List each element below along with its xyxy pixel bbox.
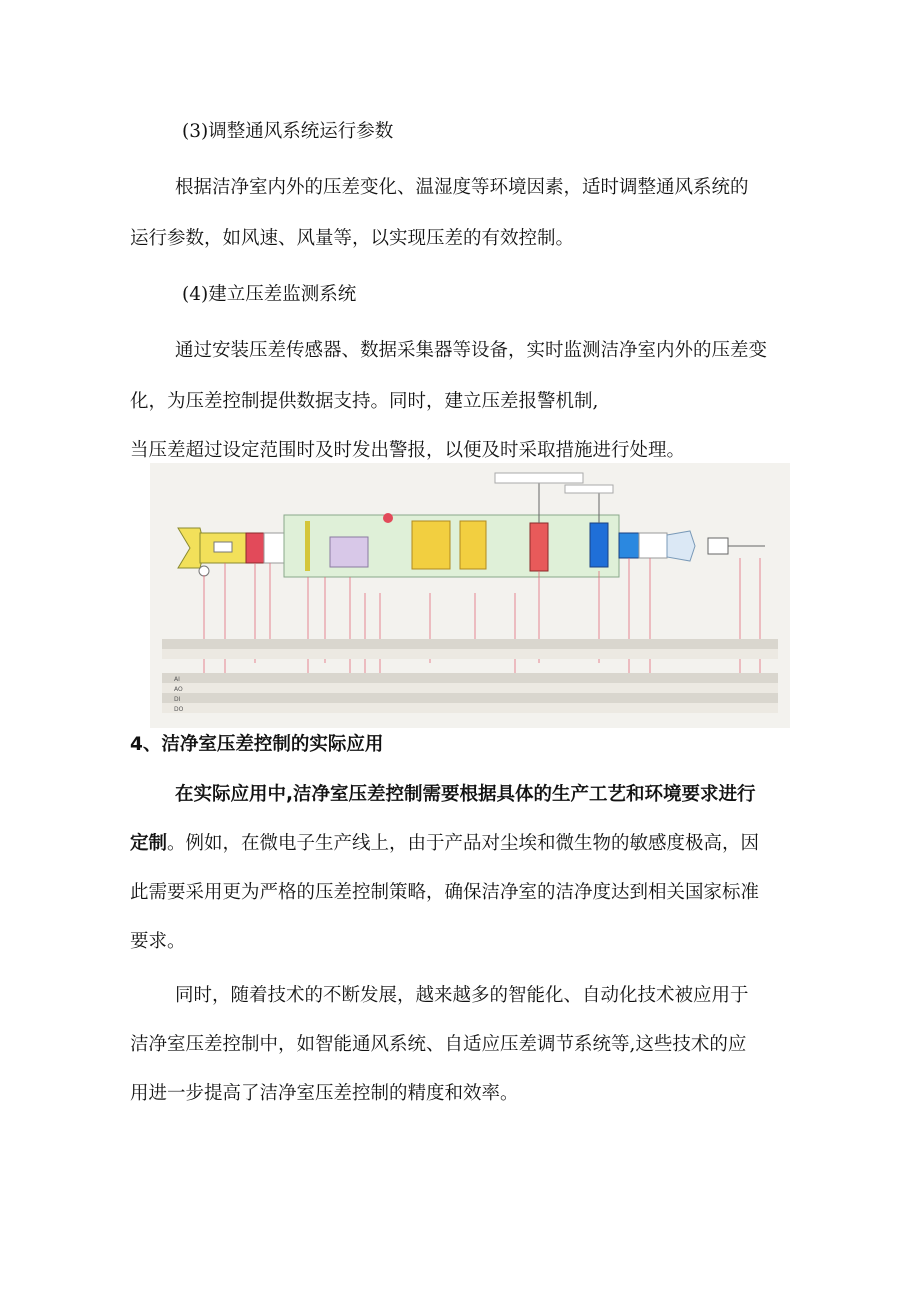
paragraph-line: 化，为压差控制提供数据支持。同时，建立压差报警机制, [130, 391, 599, 412]
hvac-schematic-figure [150, 463, 790, 728]
bold-word: 定制 [130, 833, 168, 854]
high-filter [460, 521, 486, 569]
paragraph-line: 当压差超过设定范围时及时发出警报，以便及时采取措施进行处理。 [130, 440, 686, 461]
heating-coil [530, 523, 548, 571]
sensor-dot [199, 566, 209, 576]
row-label: DI [174, 696, 181, 703]
humidifier [639, 533, 667, 558]
paragraph-line [130, 833, 759, 855]
terminal-box [708, 538, 728, 554]
sensor-dot [383, 513, 393, 523]
row-label: AI [174, 676, 180, 683]
bag-filter [412, 521, 450, 569]
table-row [162, 673, 778, 683]
prefilter-bar [305, 521, 310, 571]
table-row [162, 649, 778, 659]
paragraph-line: 同时，随着技术的不断发展，越来越多的智能化、自动化技术被应用于 [175, 985, 749, 1006]
io-table [162, 639, 778, 713]
section-4-application-heading: 4、洁净室压差控制的实际应用 [130, 734, 384, 755]
hvac-schematic-svg [150, 463, 790, 728]
table-row [162, 683, 778, 693]
supply-fan [619, 533, 639, 558]
paragraph-line: 洁净室压差控制中，如智能通风系统、自适应压差调节系统等,这些技术的应 [130, 1034, 747, 1055]
filter-section [246, 533, 264, 563]
paragraph-line: 用进一步提高了洁净室压差控制的精度和效率。 [130, 1083, 519, 1104]
mix-section [264, 533, 284, 563]
pipe-header [565, 485, 613, 493]
table-row [162, 639, 778, 649]
pipe-header [495, 473, 583, 483]
section-4-heading: (4)建立压差监测系统 [182, 284, 357, 305]
row-label: DO [174, 706, 184, 713]
paragraph-line: 此需要采用更为严格的压差控制策略，确保洁净室的洁净度达到相关国家标准 [130, 882, 760, 903]
cooling-coil [590, 523, 608, 567]
paragraph-line: 根据洁净室内外的压差变化、温湿度等环境因素，适时调整通风系统的 [175, 177, 749, 198]
damper-icon [214, 542, 232, 552]
paragraph-line: 运行参数，如风速、风量等，以实现压差的有效控制。 [130, 228, 575, 249]
paragraph-line: 要求。 [130, 931, 186, 952]
row-label: AO [174, 686, 183, 693]
line-rest: 。例如，在微电子生产线上，由于产品对尘埃和微生物的敏感度极高，因 [167, 833, 760, 854]
table-row [162, 703, 778, 713]
section-3-heading: (3)调整通风系统运行参数 [182, 121, 394, 142]
fan-motor [330, 537, 368, 567]
paragraph-line-bold: 在实际应用中,洁净室压差控制需要根据具体的生产工艺和环境要求进行 [175, 784, 756, 805]
outlet-duct [667, 531, 695, 561]
table-row [162, 693, 778, 703]
paragraph-line: 通过安装压差传感器、数据采集器等设备，实时监测洁净室内外的压差变 [175, 340, 768, 361]
